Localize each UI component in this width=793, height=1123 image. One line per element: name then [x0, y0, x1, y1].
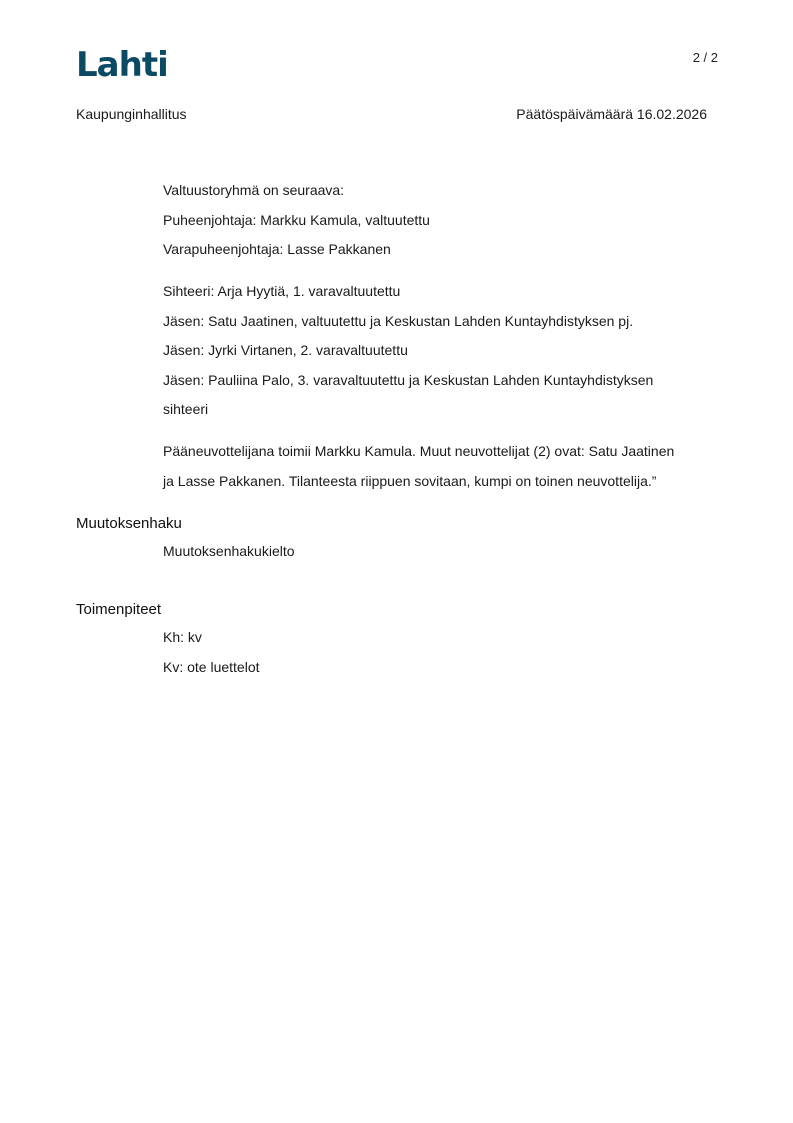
organization-name: Kaupunginhallitus	[76, 106, 187, 122]
member-line: Jäsen: Satu Jaatinen, valtuutettu ja Keskustan Lahden Kuntayhdistyksen pj.	[163, 312, 634, 329]
group-composition	[163, 180, 723, 269]
appeal-text: Muutoksenhakukielto	[163, 543, 295, 559]
group-chair: Puheenjohtaja: Markku Kamula, valtuutettu	[163, 211, 430, 228]
actions-heading: Toimenpiteet	[76, 601, 162, 618]
group-members	[163, 281, 723, 429]
negotiators-line: ja Lasse Pakkanen. Tilanteesta riippuen sovitaan, kumpi on toinen neuvottelija.”	[163, 472, 657, 489]
group-intro: Valtuustoryhmä on seuraava:	[163, 182, 345, 198]
member-line: sihteeri	[163, 401, 209, 417]
action-item: Kh: kv	[163, 629, 202, 645]
member-line: Sihteeri: Arja Hyytiä, 1. varavaltuutettu	[163, 283, 401, 299]
lahti-logo: Lahti	[76, 45, 168, 85]
actions-section	[163, 627, 723, 686]
group-vice-chair: Varapuheenjohtaja: Lasse Pakkanen	[163, 241, 391, 257]
appeal-section	[163, 541, 723, 571]
member-line: Jäsen: Pauliina Palo, 3. varavaltuutettu ja Keskustan Lahden Kuntayhdistyksen	[163, 371, 654, 388]
action-item: Kv: ote luettelot	[163, 658, 260, 675]
negotiators-line: Pääneuvottelijana toimii Markku Kamula. Muut neuvottelijat (2) ovat: Satu Jaatinen	[163, 443, 675, 459]
member-line: Jäsen: Jyrki Virtanen, 2. varavaltuutettu	[163, 342, 408, 358]
page-number: 2 / 2	[692, 50, 718, 65]
negotiators-paragraph	[163, 441, 723, 500]
appeal-heading: Muutoksenhaku	[76, 515, 182, 532]
decision-date: Päätöspäivämäärä 16.02.2026	[516, 106, 707, 122]
